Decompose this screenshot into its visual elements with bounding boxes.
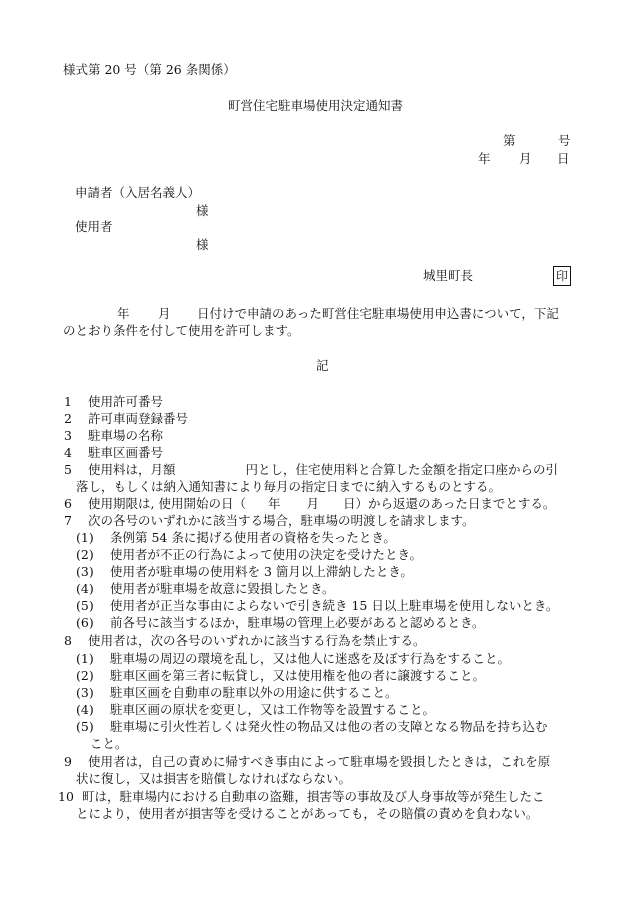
body-month-label: 月 [158, 306, 171, 321]
date-year-label: 年 [478, 151, 491, 166]
document-title: 町営住宅駐車場使用決定通知書 [228, 98, 404, 113]
user-label: 使用者 [75, 219, 113, 234]
body-line-1: 日付けで申請のあった町営住宅駐車場使用申込書について，下記 [197, 306, 559, 321]
user-honorific: 様 [196, 237, 209, 252]
date-month-label: 月 [519, 151, 532, 166]
body-year-label: 年 [117, 306, 130, 321]
body-line-2: のとおり条件を付して使用を許可します。 [63, 323, 300, 338]
document-page: 様式第 20 号（第 26 条関係） 町営住宅駐車場使用決定通知書 第 号 年 月 日 申請者（入居名義人） 様 使用者 様 城里町長 印 年 月 日付けで申請のあった町営住宅駐車場使用申込書について，下記 のとおり条件を付して使用を許可します。 記 1 使用許可番号 2 許可車両登録番号 3 駐車場の名称 4 駐車区画番号 5 使用料は，月額 円とし，住宅使用料と合算した金額を指定口座からの引 落し，もしくは納入通知書により毎月の指定日までに納入するものとする。 6 使用期限は, 使用開始の日（ 年 月 日）から返還のあった日までとする。 7 次の各号のいずれかに該当する場合，駐車場の明渡しを請求します。 (1) 条例第 54 条に掲げる使用者の資格を失ったとき。 (2) 使用者が不正の行為によって使用の決定を受けたとき。 (3) 使用者が駐車場の使用料を 3 箇月以上滞納したとき。 (4) 使用者が駐車場を故意に毀損したとき。 (5) 使用者が正当な事由によらないで引き続き 15 日以上駐車場を使用しないとき。 (6) 前各号に該当するほか，駐車場の管理上必要があると認めるとき。 8 使用者は，次の各号のいずれかに該当する行為を禁止する。 (1) 駐車場の周辺の環境を乱し，又は他人に迷惑を及ぼす行為をすること。 (2) 駐車区画を第三者に転貸し，又は使用権を他の者に譲渡すること。 (3) 駐車区画を自動車の駐車以外の用途に供すること。 (4) 駐車区画の原状を変更し，又は工作物等を設置すること。 (5) 駐車場に引火性若しくは発火性の物品又は他の者の支障となる物品を持ち込む こと。 9 使用者は，自己の責めに帰すべき事由によって駐車場を毀損したときは，これを原 状に復し，又は損害を賠償しなければならない。 10 町は，駐車場内における自動車の盗難，損害等の事故及び人身事故等が発生したこ とにより，使用者が損害等を受けることがあっても，その賠償の責めを負わない。 [58, 62, 571, 821]
issuer-title: 城里町長 [423, 268, 474, 283]
form-label: 様式第 20 号（第 26 条関係） [63, 62, 236, 77]
applicant-honorific: 様 [196, 203, 209, 218]
date-day-label: 日 [557, 151, 570, 166]
document-number-prefix: 第 [503, 133, 516, 148]
seal-stamp: 印 [553, 266, 571, 286]
applicant-label: 申請者（入居名義人） [75, 185, 201, 200]
ki-heading: 記 [316, 358, 329, 373]
document-number-suffix: 号 [558, 133, 571, 148]
